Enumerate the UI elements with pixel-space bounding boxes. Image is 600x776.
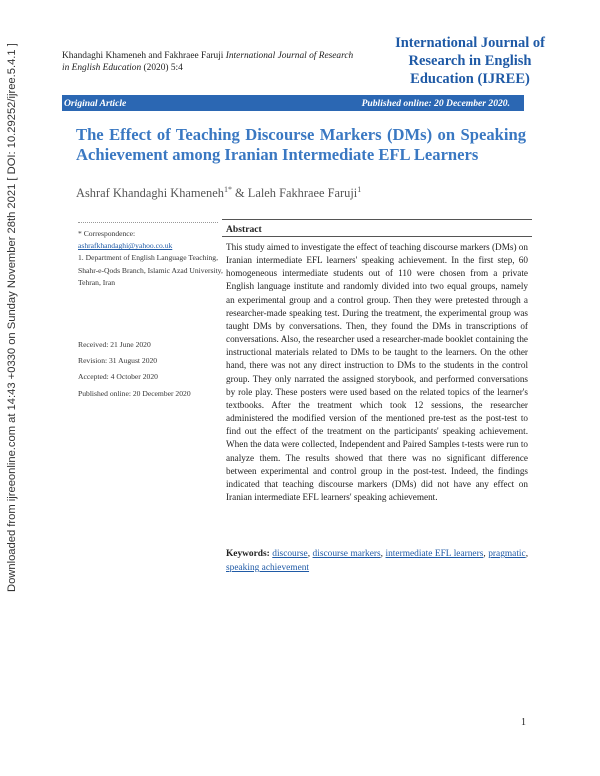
article-dates xyxy=(78,339,228,400)
article-info-bar xyxy=(62,95,524,111)
revision-date: Revision: 31 August 2020 xyxy=(78,356,158,366)
brand-line-1: International Journal of xyxy=(395,35,545,51)
brand-line-2: Research in English xyxy=(408,53,532,69)
article-meta-column xyxy=(78,228,228,404)
abstract-heading: Abstract xyxy=(226,224,262,235)
journal-brand xyxy=(390,34,550,88)
keyword-link[interactable]: discourse xyxy=(272,549,308,559)
published-date: Published online: 20 December 2020 xyxy=(78,388,191,398)
received-date: Received: 21 June 2020 xyxy=(78,340,151,350)
author-connector: & xyxy=(231,186,248,201)
citation-journal: International Journal of Research in English Education xyxy=(62,51,354,73)
download-sidebar-text: Downloaded from ijreeonline.com at 14:43 +0330 on Sunday November 28th 2021 [ DOI: 10.29252/ijree.5.4.1 ] xyxy=(6,43,18,592)
author-1-sup: 1* xyxy=(223,185,232,194)
keywords: Keywords: discourse, discourse markers, intermediate EFL learners, pragmatic, speaking achievement xyxy=(226,549,529,573)
published-online-label: Published online: 20 December 2020. xyxy=(361,97,510,109)
left-divider xyxy=(78,222,218,223)
citation-header xyxy=(62,50,362,74)
keyword-link[interactable]: discourse markers xyxy=(312,549,381,559)
keyword-link[interactable]: intermediate EFL learners xyxy=(385,549,484,559)
accepted-date: Accepted: 4 October 2020 xyxy=(78,372,158,382)
citation-suffix: (2020) 5:4 xyxy=(143,63,183,73)
affiliation: 1. Department of English Language Teaching, Shahr-e-Qods Branch, Islamic Azad University, Tehran, Iran xyxy=(78,253,223,287)
citation-authors: Khandaghi Khameneh and Fakhraee Faruji xyxy=(62,51,224,61)
author-1: Ashraf Khandaghi Khameneh xyxy=(76,186,224,201)
abstract-body: This study aimed to investigate the effect of teaching discourse markers (DMs) on Iranian intermediate EFL learners' speaking achievement. In the first step, 60 homogeneous intermediate students out of 110 were chosen from a private English language institute and randomly divided into two equal groups, namely an experimental group and a control group. Then they were pretested through a researcher-made speaking test. During the treatment, the experimental group was taught DMs by conversations. Then, they found the DMs in transcriptions of conversations. Also, the researcher used a researcher-made booklet containing the instructional materials related to DMs to be taught to the learners. On the other hand, there was not any direct instruction to DMs to the students in the control group. They only narrated the assigned storybook, and performed conversations by role play. These posters were used based on the related topics of the learner's textbooks. After the treatment which took 12 sessions, the researcher administered the modified version of the mentioned pre-test as the post-test to find out the effect of the treatment on the participants' speaking achievement. When the data were collected, Independent and Paired Samples t-tests were run to analyze them. The results showed that there was no significant difference between experimental and control group in the post-test. Indeed, the findings indicated that teaching discourse markers (DMs) did not have any effect on Iranian intermediate EFL learners' speaking achievement. xyxy=(226,242,528,502)
article-title: The Effect of Teaching Discourse Markers (DMs) on Speaking Achievement among Iranian Intermediate EFL Learners xyxy=(76,125,526,164)
page-number: 1 xyxy=(521,717,526,728)
correspondence-email-link[interactable]: ashrafkhandaghi@yahoo.co.uk xyxy=(78,241,173,251)
keyword-link[interactable]: pragmatic xyxy=(488,549,526,559)
abstract-heading-rule xyxy=(222,236,532,237)
keywords-label: Keywords: xyxy=(226,549,270,559)
author-line xyxy=(76,185,396,201)
author-2-sup: 1 xyxy=(357,185,362,194)
keyword-link[interactable]: speaking achievement xyxy=(226,563,310,573)
brand-line-3: Education (IJREE) xyxy=(410,71,530,87)
author-2: Laleh Fakhraee Faruji xyxy=(247,186,358,201)
correspondence-label: * Correspondence: xyxy=(78,229,136,238)
download-sidebar xyxy=(6,43,20,592)
article-type: Original Article xyxy=(64,97,127,109)
